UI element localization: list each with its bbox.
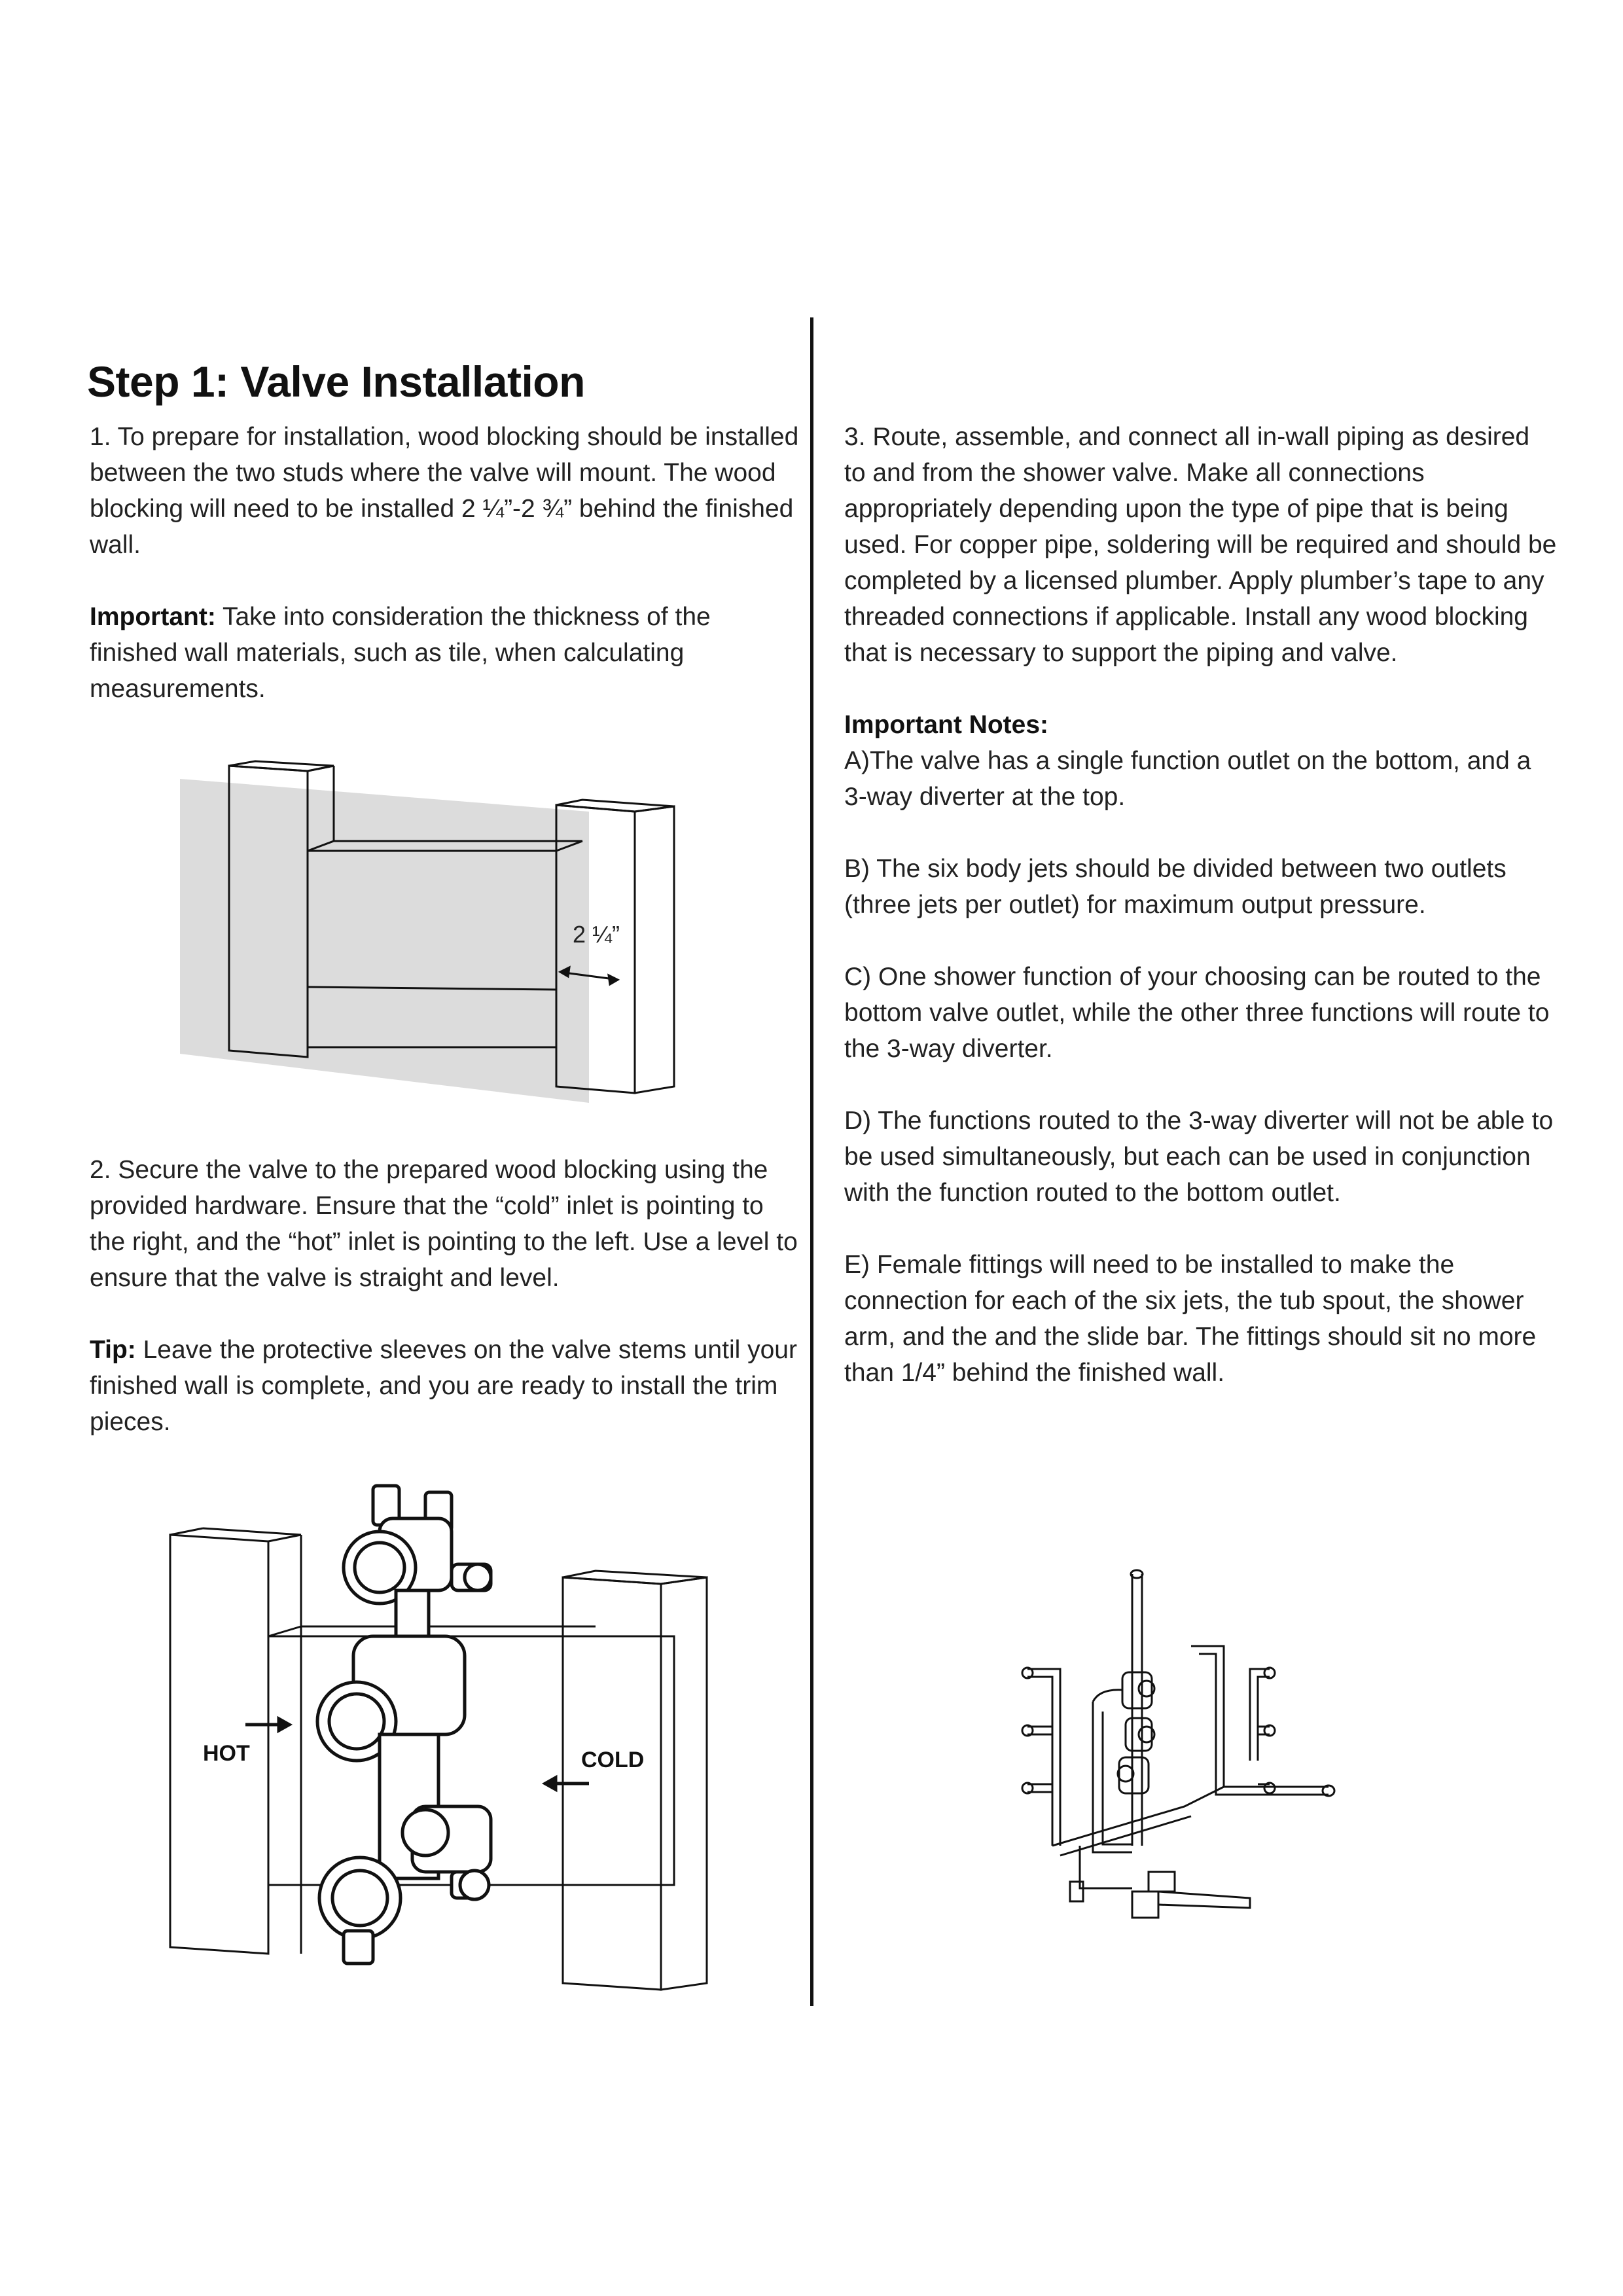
page-title: Step 1: Valve Installation bbox=[87, 357, 585, 406]
tip-text: Leave the protective sleeves on the valve stems until your finished wall is complete, and you are ready to install the trim pieces. bbox=[90, 1336, 797, 1436]
hot-label: HOT bbox=[203, 1741, 250, 1766]
piping-layout-diagram bbox=[1001, 1564, 1355, 1950]
note-d: D) The functions routed to the 3-way diverter will not be able to be used simultaneously, but each can be used in conjunction with the function routed to the bottom outlet. bbox=[844, 1107, 1554, 1207]
step-2-paragraph: 2. Secure the valve to the prepared wood blocking using the provided hardware. Ensure that the “cold” inlet is pointing to the right, and the “hot” inlet is pointing to the left. Use a level to ensure that the valve is straight and level. bbox=[90, 1156, 798, 1292]
tip-label: Tip: bbox=[90, 1336, 136, 1364]
left-column-top bbox=[90, 419, 803, 743]
important-notes-section bbox=[844, 707, 1558, 815]
important-label: Important: bbox=[90, 603, 216, 631]
important-text: Take into consideration the thickness of the finished wall materials, such as tile, when calculating measurements. bbox=[90, 603, 711, 703]
important-notes-heading: Important Notes: bbox=[844, 711, 1048, 739]
wood-blocking-diagram bbox=[177, 759, 687, 1113]
column-divider bbox=[810, 317, 813, 2006]
step-1-paragraph: 1. To prepare for installation, wood blocking should be installed between the two studs where the valve will mount. The wood blocking will need to be installed 2 ¼”-2 ¾” behind the finished wall. bbox=[90, 423, 799, 559]
cold-label: COLD bbox=[581, 1748, 645, 1772]
note-e: E) Female fittings will need to be installed to make the connection for each of the six jets, the tub spout, the shower arm, and the and the slide bar. The fittings should sit no more than 1/4” behind the finished wall. bbox=[844, 1251, 1537, 1387]
tip-paragraph bbox=[90, 1332, 803, 1440]
right-column bbox=[844, 419, 1558, 1427]
important-paragraph bbox=[90, 599, 803, 707]
left-column-bottom bbox=[90, 1152, 803, 1476]
note-b: B) The six body jets should be divided between two outlets (three jets per outlet) for maximum output pressure. bbox=[844, 855, 1507, 919]
note-a: A)The valve has a single function outlet on the bottom, and a 3-way diverter at the top. bbox=[844, 747, 1531, 811]
dimension-label: 2 ¼” bbox=[573, 921, 620, 948]
valve-mounting-diagram bbox=[164, 1479, 720, 1996]
note-c: C) One shower function of your choosing can be routed to the bottom valve outlet, while the other three functions will route to the 3-way diverter. bbox=[844, 963, 1550, 1063]
step-3-paragraph: 3. Route, assemble, and connect all in-wall piping as desired to and from the shower valve. Make all connections appropriately depending upon the type of pipe that is being used. For copper pipe, soldering will be required and should be completed by a licensed plumber. Apply plumber’s tape to any threaded connections if applicable. Install any wood blocking that is necessary to support the piping and valve. bbox=[844, 423, 1557, 667]
